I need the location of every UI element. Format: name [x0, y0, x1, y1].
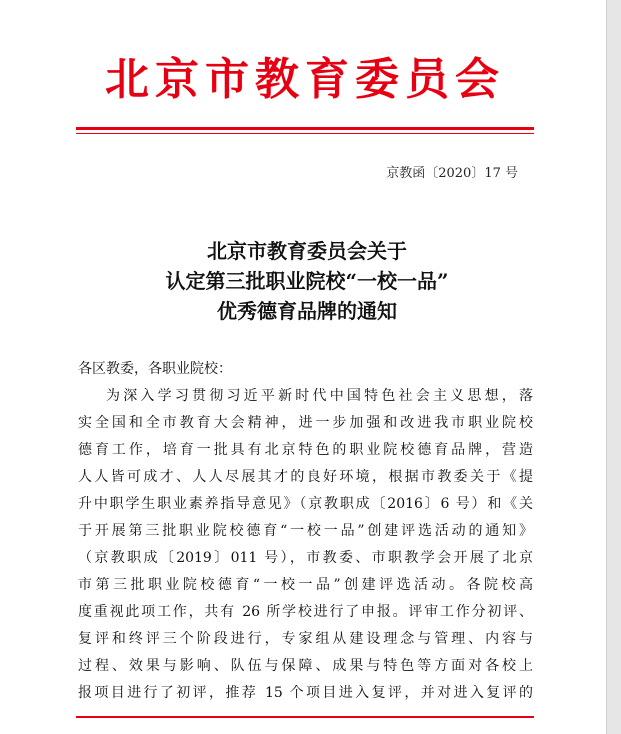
title-line-3: 优秀德育品牌的通知: [217, 299, 397, 323]
salutation: 各区教委，各职业院校：: [78, 361, 232, 377]
paragraph-line: 德育工作，培育一批具有北京特色的职业院校德育品牌，营造: [78, 442, 533, 458]
org-header-title: 北京市教育委员会: [105, 54, 505, 105]
paragraph-line: 实全国和全市教育大会精神，进一步加强和改进我市职业院校: [78, 415, 533, 431]
document-body: [78, 356, 533, 707]
paragraph-line: 过程、效果与影响、队伍与保障、成果与特色等方面对各校上: [78, 658, 533, 674]
title-line-2: 认定第三批职业院校“一校一品”: [165, 269, 449, 293]
body-paragraph: [78, 383, 533, 707]
paragraph-line: （京教职成〔2019〕011 号），市教委、市职教学会开展了北京: [78, 550, 533, 566]
document-number: 京教函〔2020〕17 号: [386, 166, 518, 181]
paragraph-line: 升中职学生职业素养指导意见》（京教职成〔2016〕6 号）和《关: [78, 496, 533, 512]
paragraph-line: 市第三批职业院校德育“一校一品”创建评选活动。各院校高: [78, 577, 533, 593]
paragraph-line: 于开展第三批职业院校德育“一校一品”创建评选活动的通知》: [78, 523, 533, 539]
footer-red-rule: [76, 716, 534, 718]
paragraph-line: 人人皆可成才、人人尽展其才的良好环境，根据市教委关于《提: [78, 469, 533, 485]
viewer-side-gutter: [606, 0, 621, 734]
paragraph-line: 度重视此项工作，共有 26 所学校进行了申报。评审工作分初评、: [78, 604, 533, 620]
paragraph-line: 复评和终评三个阶段进行，专家组从建设理念与管理、内容与: [78, 631, 533, 647]
header-red-rule-thick: [76, 127, 534, 130]
paragraph-line: 为深入学习贯彻习近平新时代中国特色社会主义思想，落: [106, 388, 533, 404]
paragraph-line: 报项目进行了初评，推荐 15 个项目进入复评，并对进入复评的: [78, 685, 533, 701]
title-line-1: 北京市教育委员会关于: [207, 239, 407, 263]
document-title: [80, 236, 534, 326]
header-red-rule-thin: [76, 133, 534, 134]
